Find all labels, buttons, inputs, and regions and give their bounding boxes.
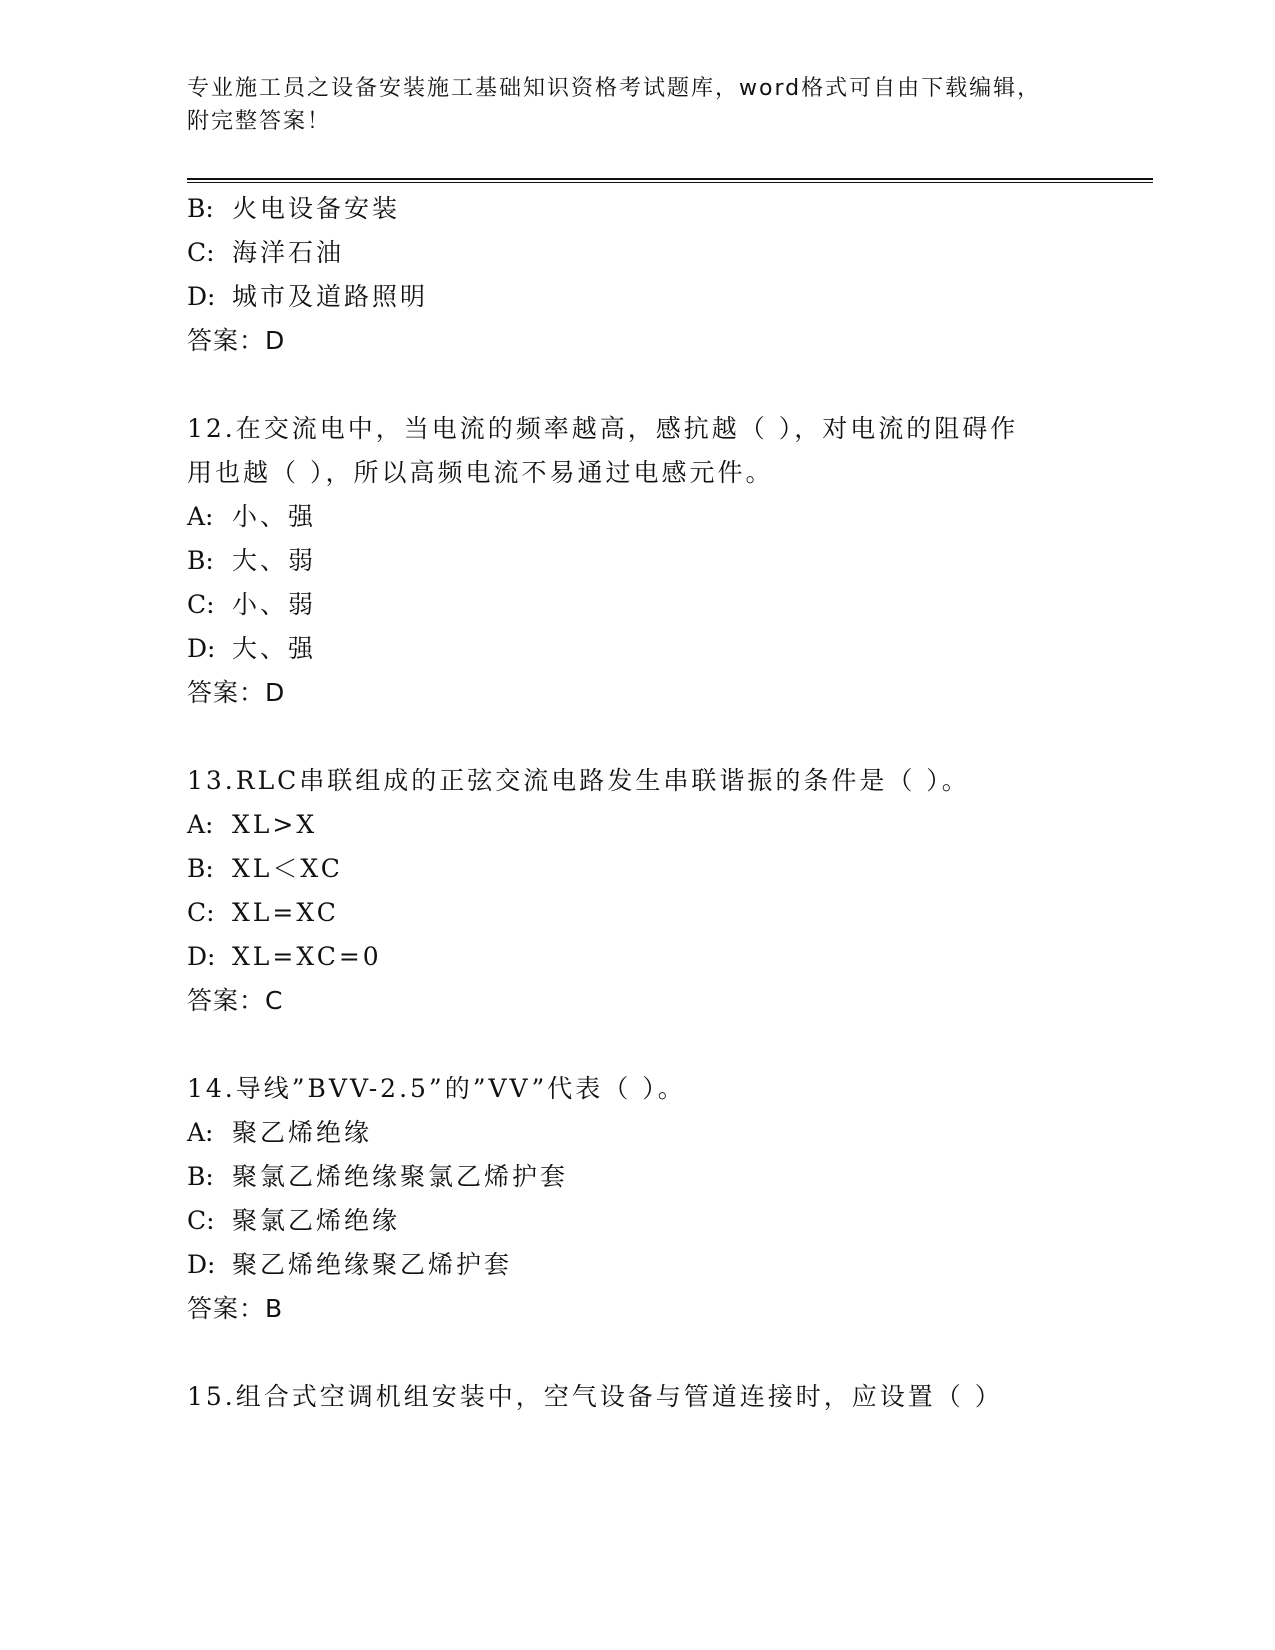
option-text: 城市及道路照明 (232, 282, 429, 311)
option-a (187, 808, 317, 842)
option-text: XL>X (232, 810, 318, 839)
option-d (187, 632, 316, 666)
option-letter: B: (187, 546, 214, 575)
question-15-stem: 15.组合式空调机组安装中，空气设备与管道连接时，应设置（ ） (187, 1382, 1003, 1411)
option-b (187, 192, 400, 226)
option-text: 聚氯乙烯绝缘聚氯乙烯护套 (232, 1162, 569, 1191)
option-letter: B: (187, 194, 214, 223)
answer-line: 答案：D (187, 326, 286, 355)
option-letter: B: (187, 854, 214, 883)
option-text: 大、弱 (232, 546, 317, 575)
option-d (187, 280, 428, 314)
option-c (187, 236, 344, 270)
option-letter: D: (187, 282, 216, 311)
option-text: 海洋石油 (232, 238, 345, 267)
option-text: XL=XC=0 (232, 942, 382, 971)
option-text: 聚乙烯绝缘 (232, 1118, 373, 1147)
option-letter: D: (187, 1250, 216, 1279)
option-text: 聚乙烯绝缘聚乙烯护套 (232, 1250, 513, 1279)
option-text: 大、强 (232, 634, 317, 663)
answer-line: 答案：D (187, 678, 286, 707)
document-header (187, 72, 1087, 138)
option-c (187, 896, 339, 930)
option-text: 小、强 (232, 502, 317, 531)
option-b (187, 544, 316, 578)
answer-line: 答案：B (187, 1294, 284, 1323)
question-12-stem-line-1: 12.在交流电中，当电流的频率越高，感抗越（ ），对电流的阻碍作 (187, 414, 1019, 443)
option-a (187, 1116, 372, 1150)
option-letter: A: (187, 810, 214, 839)
option-text: 火电设备安装 (232, 194, 401, 223)
option-letter: D: (187, 942, 216, 971)
header-divider (187, 178, 1153, 183)
option-letter: C: (187, 1206, 215, 1235)
option-text: XL=XC (232, 898, 339, 927)
option-letter: B: (187, 1162, 214, 1191)
option-letter: C: (187, 590, 215, 619)
question-14-stem: 14.导线”BVV-2.5”的”VV”代表（ ）。 (187, 1074, 686, 1103)
question-12-stem-line-2: 用也越（ ），所以高频电流不易通过电感元件。 (187, 458, 774, 487)
answer-line: 答案：C (187, 986, 284, 1015)
option-a (187, 500, 316, 534)
option-c (187, 588, 316, 622)
option-letter: C: (187, 238, 215, 267)
option-text: XL＜XC (232, 854, 343, 883)
option-letter: C: (187, 898, 215, 927)
option-text: 聚氯乙烯绝缘 (232, 1206, 401, 1235)
option-letter: A: (187, 502, 214, 531)
option-letter: A: (187, 1118, 214, 1147)
header-line-1: 专业施工员之设备安装施工基础知识资格考试题库，word格式可自由下载编辑， (187, 76, 1042, 101)
header-line-2: 附完整答案！ (187, 109, 332, 134)
question-13-stem: 13.RLC串联组成的正弦交流电路发生串联谐振的条件是（ ）。 (187, 766, 970, 795)
option-c (187, 1204, 400, 1238)
option-b (187, 1160, 568, 1194)
option-text: 小、弱 (232, 590, 317, 619)
option-d (187, 940, 382, 974)
option-letter: D: (187, 634, 216, 663)
option-b (187, 852, 343, 886)
option-d (187, 1248, 512, 1282)
